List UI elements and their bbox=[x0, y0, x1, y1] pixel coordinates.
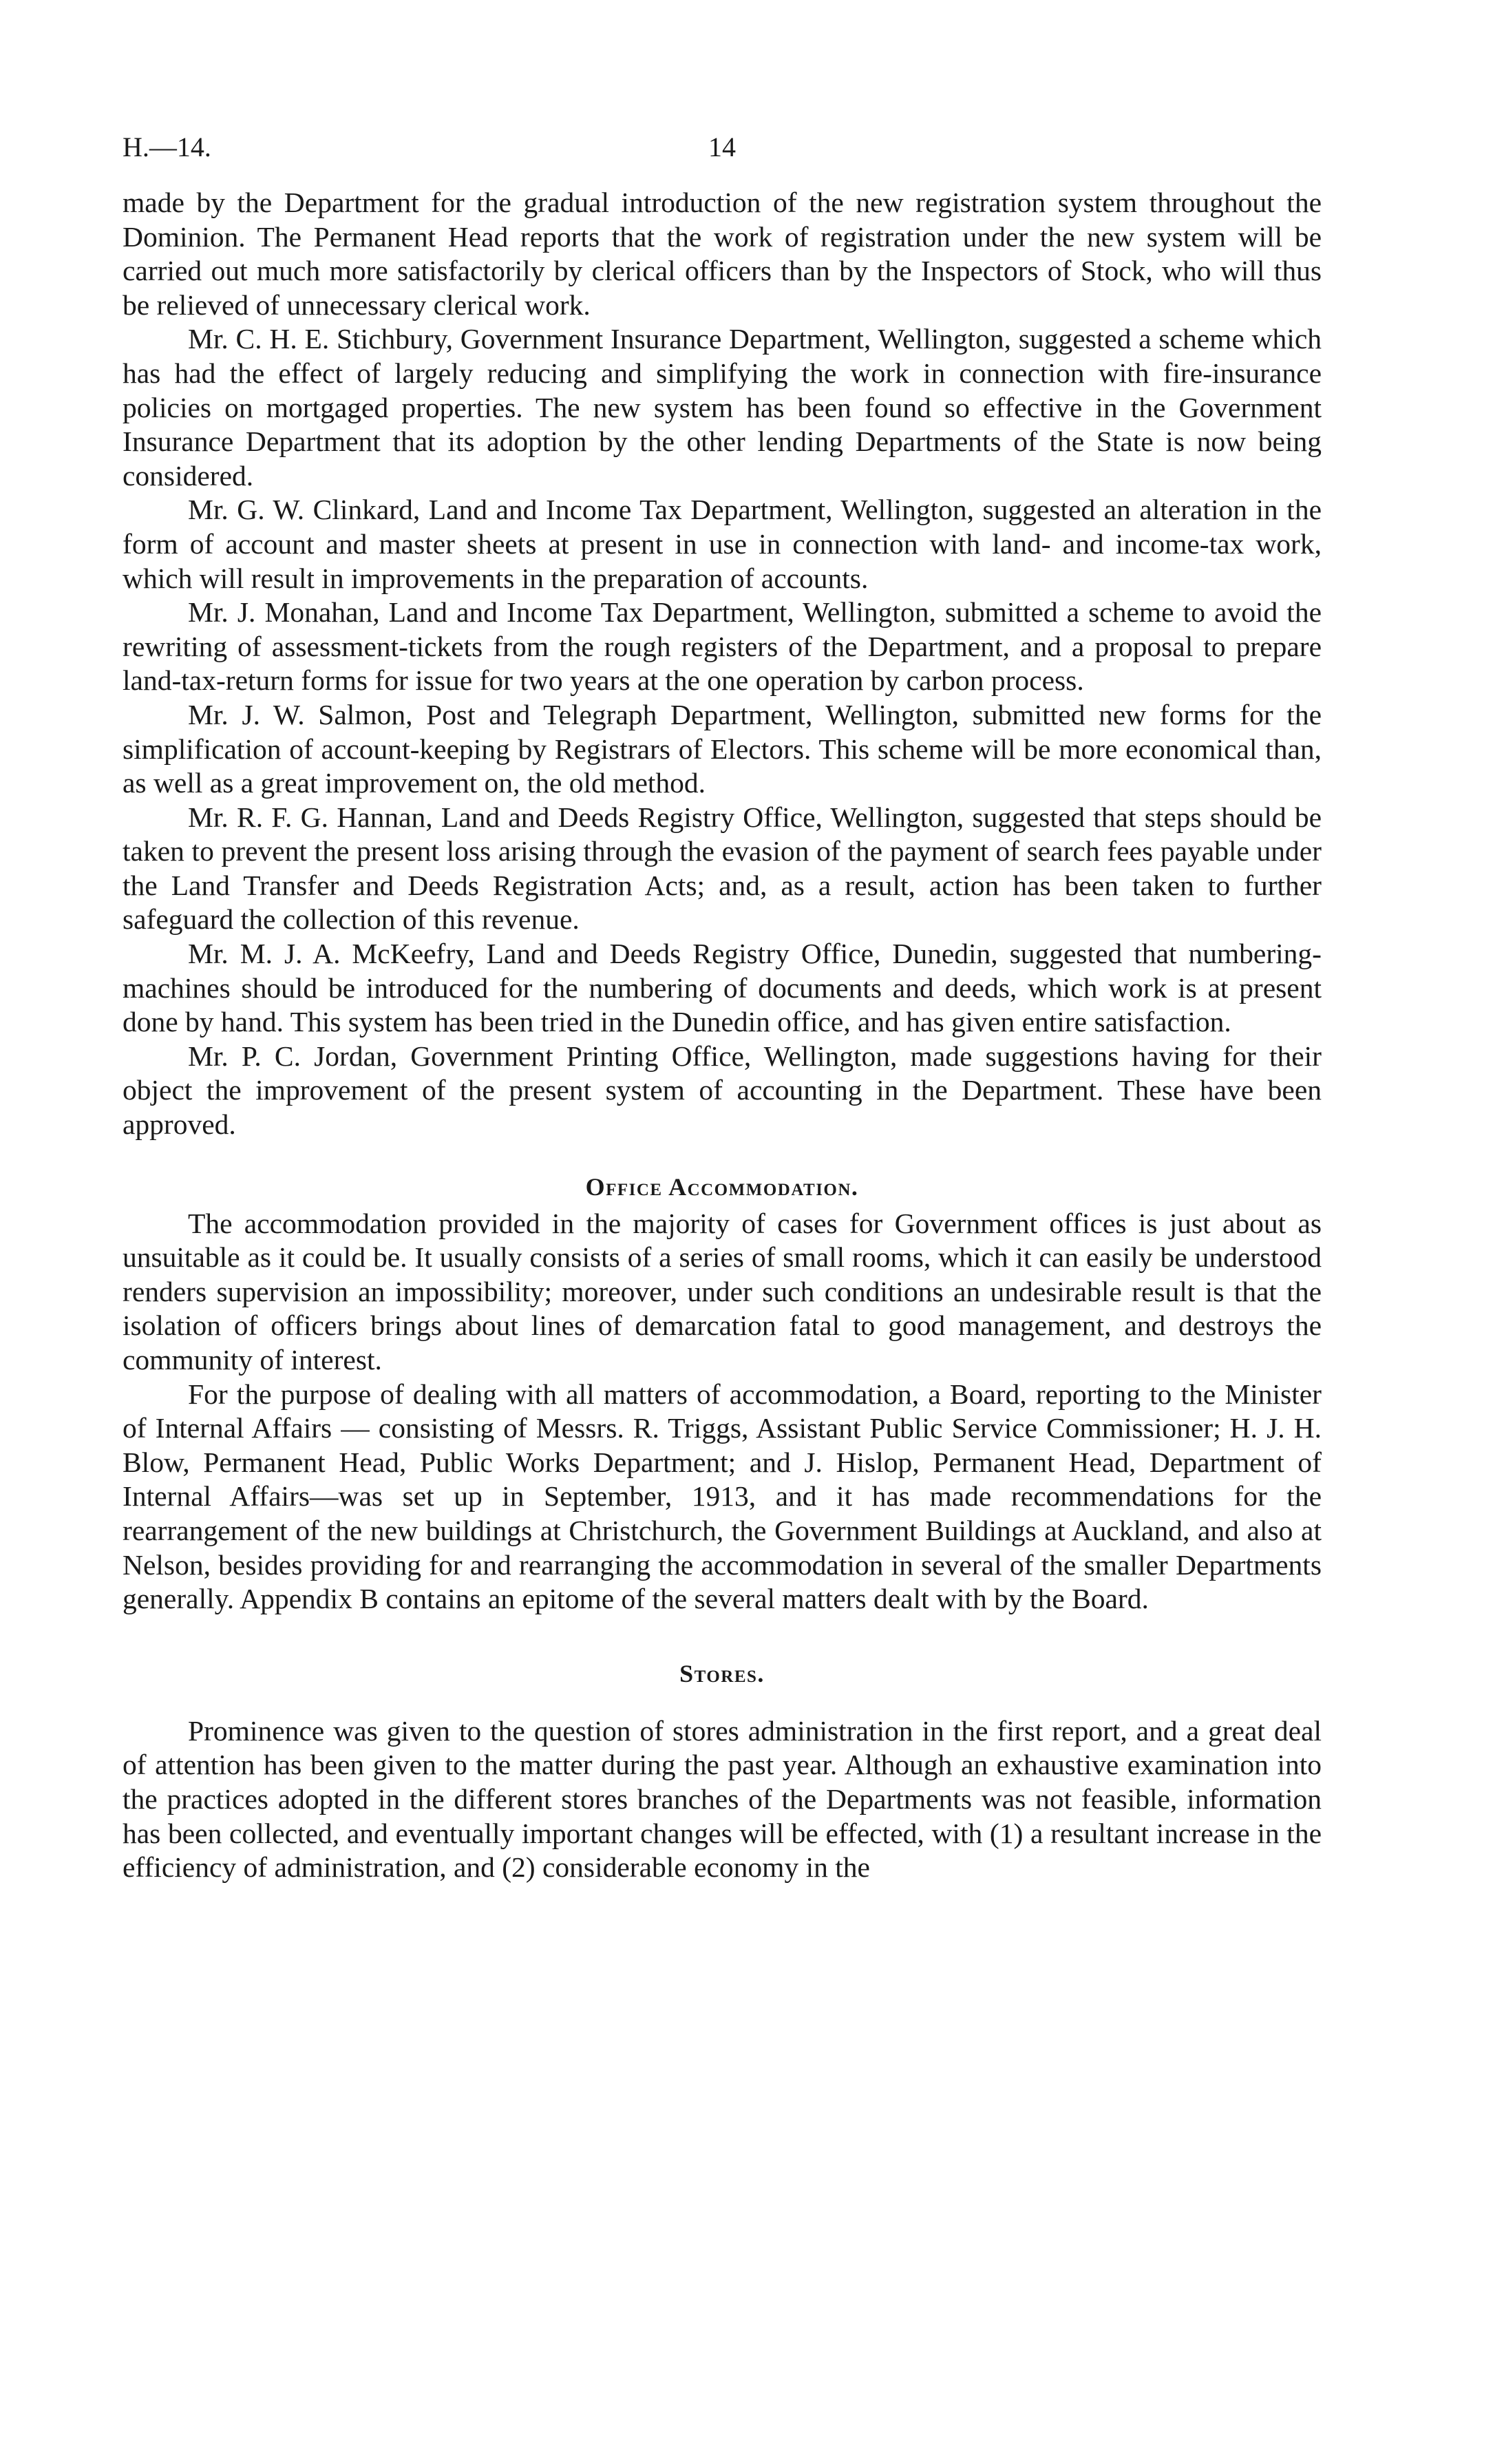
document-reference: H.—14. bbox=[123, 131, 211, 162]
paragraph-stores-1: Prominence was given to the question of stores administration in the first report, and a great deal of attention has been given to the matter during the past year. Although an exhaustive examination into the practices adopted in the different stores branches of the Departments was not feasible, information has been collected, and eventually important changes will be effected, with (1) a resultant increase in the efficiency of administration, and (2) considerable economy in the bbox=[123, 1714, 1322, 1884]
paragraph-clinkard: Mr. G. W. Clinkard, Land and Income Tax Department, Wellington, suggested an alteration in the form of account and master sheets at present in use in connection with land- and income-tax work, which will result in improvements in the preparation of accounts. bbox=[123, 494, 1322, 594]
paragraph-accommodation-2: For the purpose of dealing with all matters of accommodation, a Board, reporting to the Minister of Internal Affairs — consisting of Messrs. R. Triggs, Assistant Public Service Commissioner; H. J. H. Blow, Permanent Head, Public Works Department; and J. Hislop, Permanent Head, Department of Internal Affairs—was set up in September, 1913, and it has made recommendations for the rearrangement of the new buildings at Christchurch, the Government Buildings at Auckland, and also at Nelson, besides providing for and rearranging the accommodation in several of the smaller Departments generally. Appendix B contains an epitome of the several matters dealt with by the Board. bbox=[123, 1378, 1322, 1615]
section-heading-office-accommodation: Office Accommodation. bbox=[585, 1172, 859, 1201]
stores-section bbox=[123, 1656, 1322, 1885]
paragraph-jordan: Mr. P. C. Jordan, Government Printing Office, Wellington, made suggestions having for their object the improvement of the present system of accounting in the Department. These have been approved. bbox=[123, 1040, 1322, 1141]
running-header bbox=[123, 131, 1322, 186]
suggestions-section bbox=[123, 186, 1322, 1142]
paragraph-stichbury: Mr. C. H. E. Stichbury, Government Insurance Department, Wellington, suggested a scheme which has had the effect of largely reducing and simplifying the work in connection with fire-insurance policies on mortgaged properties. The new system has been found so effective in the Government Insurance Department that its adoption by the other lending Departments of the State is now being considered. bbox=[123, 323, 1322, 492]
office-accommodation-section bbox=[123, 1170, 1322, 1617]
page-number: 14 bbox=[708, 131, 736, 162]
document-page bbox=[123, 131, 1322, 1885]
paragraph-monahan: Mr. J. Monahan, Land and Income Tax Department, Wellington, submitted a scheme to avoid the rewriting of assessment-tickets from the rough registers of the Department, and a proposal to prepare land-tax-return forms for issue for two years at the one operation by carbon process. bbox=[123, 596, 1322, 697]
paragraph-salmon: Mr. J. W. Salmon, Post and Telegraph Department, Wellington, submitted new forms for the simplification of account-keeping by Registrars of Electors. This scheme will be more economical than, as well as a great improvement on, the old method. bbox=[123, 698, 1322, 799]
paragraph-hannan: Mr. R. F. G. Hannan, Land and Deeds Registry Office, Wellington, suggested that steps should be taken to prevent the present loss arising through the evasion of the payment of search fees payable under the Land Transfer and Deeds Registration Acts; and, as a result, action has been taken to further safeguard the collection of this revenue. bbox=[123, 801, 1322, 936]
paragraph-mckeefry: Mr. M. J. A. McKeefry, Land and Deeds Registry Office, Dunedin, suggested that numbering-machines should be introduced for the numbering of documents and deeds, which work is at present done by hand. This system has been tried in the Dunedin office, and has given entire satisfaction. bbox=[123, 938, 1322, 1038]
section-heading-stores: Stores. bbox=[679, 1659, 765, 1687]
continued-paragraph: made by the Department for the gradual introduction of the new registration system throughout the Dominion. The Permanent Head reports that the work of registration under the new system will be carried out much more satisfactorily by clerical officers than by the Inspectors of Stock, who will thus be relieved of unnecessary clerical work. bbox=[123, 187, 1322, 321]
paragraph-accommodation-1: The accommodation provided in the majority of cases for Government offices is just about as unsuitable as it could be. It usually consists of a series of small rooms, which it can easily be understood renders supervision an impossibility; moreover, under such conditions an undesirable result is that the isolation of officers brings about lines of demarcation fatal to good management, and destroys the community of interest. bbox=[123, 1207, 1322, 1376]
